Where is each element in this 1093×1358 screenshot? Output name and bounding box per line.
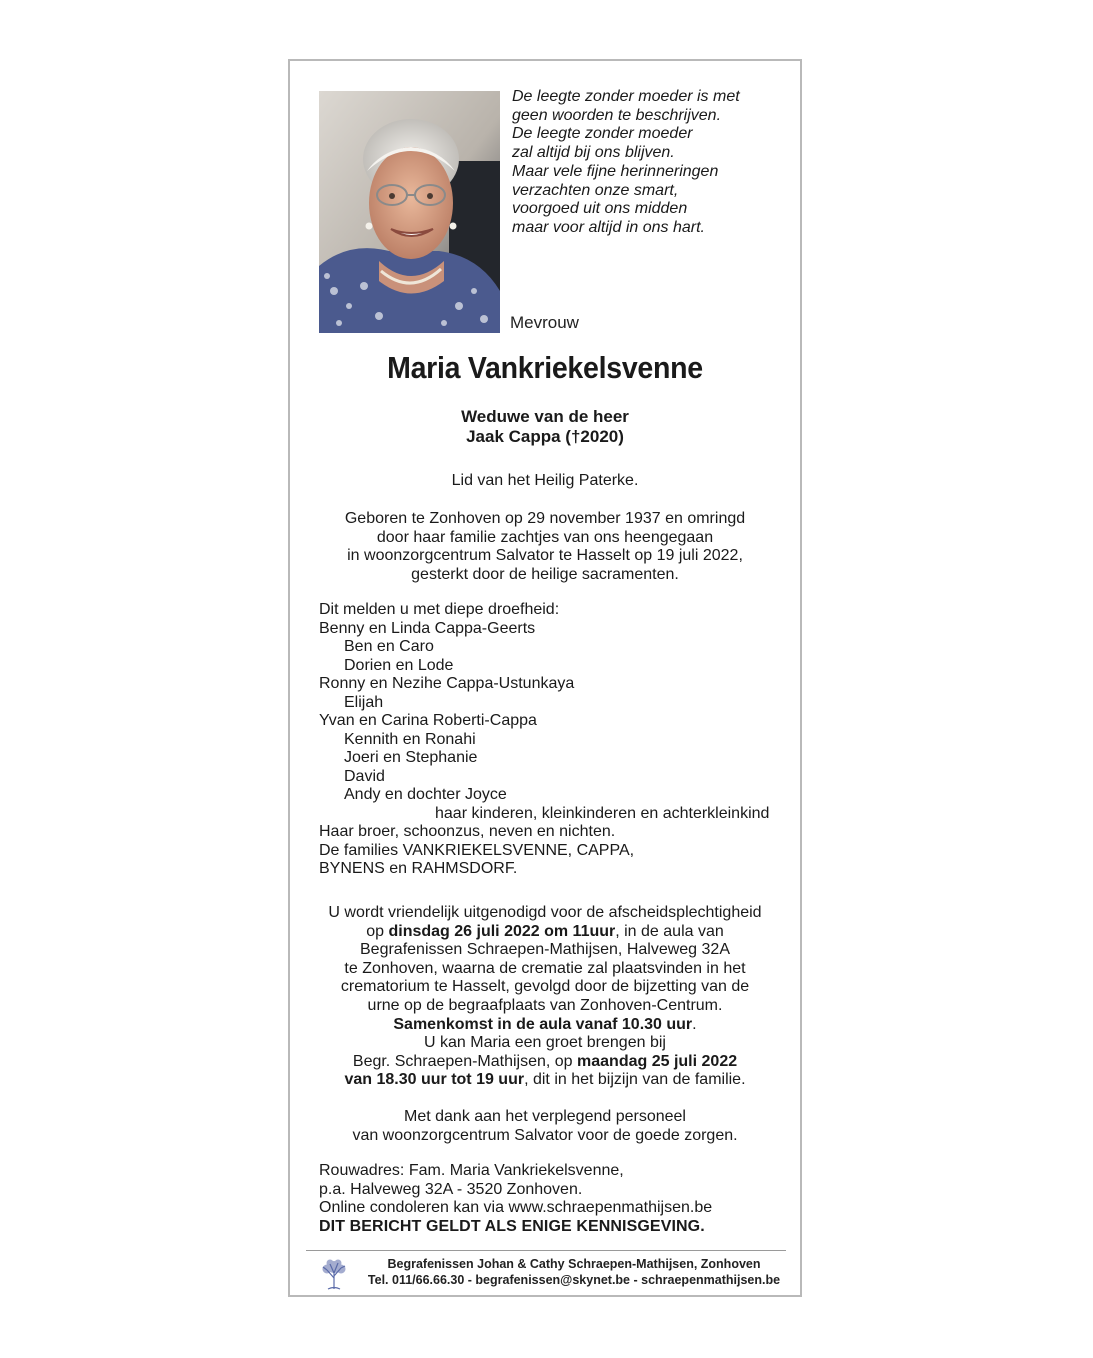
invite-line: U kan Maria een groet brengen bij: [424, 1034, 666, 1052]
poem-line: maar voor altijd in ons hart.: [512, 218, 705, 236]
obituary-card: [288, 59, 802, 1297]
widow-line: Jaak Cappa (†2020): [466, 427, 624, 446]
birth-line: in woonzorgcentrum Salvator te Hasselt op 19 juli 2022,: [347, 547, 743, 565]
address-line: Rouwadres: Fam. Maria Vankriekelsvenne,: [319, 1162, 624, 1179]
visitation-time: van 18.30 uur tot 19 uur: [344, 1071, 525, 1089]
tree-icon: [320, 1258, 348, 1290]
family-member: Yvan en Carina Roberti-Cappa: [319, 712, 537, 729]
poem-line: voorgoed uit ons midden: [512, 200, 688, 218]
widow-note: [290, 407, 800, 447]
invite-line: [290, 1016, 800, 1035]
invite-line: urne op de begraafplaats van Zonhoven-Centrum.: [367, 996, 723, 1014]
poem-line: zal altijd bij ons blijven.: [512, 144, 675, 162]
footer-text: [354, 1256, 794, 1288]
thanks-paragraph: [290, 1108, 800, 1145]
invite-line: U wordt vriendelijk uitgenodigd voor de afscheidsplechtigheid: [328, 904, 762, 921]
family-member: Joeri en Stephanie: [344, 749, 478, 766]
family-member: Elijah: [344, 693, 384, 711]
invite-line: te Zonhoven, waarna de crematie zal plaatsvinden in het: [344, 959, 746, 977]
family-member: Ronny en Nezihe Cappa-Ustunkaya: [319, 675, 575, 692]
visitation-date: maandag 25 juli 2022: [577, 1052, 738, 1070]
family-other: Haar broer, schoonzus, neven en nichten.: [319, 823, 616, 840]
thanks-line: van woonzorgcentrum Salvator voor de goede zorgen.: [352, 1126, 738, 1144]
invite-line: Begrafenissen Schraepen-Mathijsen, Halveweg 32A: [360, 941, 730, 959]
birth-line: Geboren te Zonhoven op 29 november 1937 en omringd: [344, 510, 746, 527]
invite-line: [290, 923, 800, 942]
poem: [512, 88, 802, 238]
membership-note: [290, 472, 800, 491]
ceremony-date: dinsdag 26 juli 2022 om 11uur: [388, 922, 616, 940]
birth-death-paragraph: [290, 510, 800, 584]
condolence-line: Online condoleren kan via www.schraepenmathijsen.be: [319, 1199, 713, 1216]
footer-company: Begrafenissen Johan & Cathy Schraepen-Mathijsen, Zonhoven: [387, 1257, 761, 1271]
membership-line: Lid van het Heilig Paterke.: [451, 472, 639, 489]
poem-line: Maar vele fijne herinneringen: [512, 162, 719, 180]
family-intro: Dit melden u met diepe droefheid:: [319, 601, 560, 618]
widow-line: Weduwe van de heer: [461, 407, 629, 426]
gathering-time: Samenkomst in de aula vanaf 10.30 uur: [393, 1015, 693, 1033]
family-other: De families VANKRIEKELSVENNE, CAPPA,: [319, 841, 635, 859]
family-member: Dorien en Lode: [344, 656, 454, 674]
poem-line: De leegte zonder moeder is met: [512, 88, 740, 105]
funeral-home-footer: [320, 1256, 790, 1292]
family-member: Ben en Caro: [344, 638, 434, 655]
family-member: Kennith en Ronahi: [344, 730, 476, 748]
family-relation: haar kinderen, kleinkinderen en achterkleinkind: [435, 804, 770, 822]
family-member: Andy en dochter Joyce: [344, 786, 507, 803]
invite-text: .: [692, 1015, 697, 1033]
portrait-image: [319, 91, 500, 333]
invitation-paragraph: [290, 904, 800, 1090]
notice-statement: DIT BERICHT GELDT ALS ENIGE KENNISGEVING.: [319, 1217, 705, 1235]
invite-text: Begr. Schraepen-Mathijsen, op: [352, 1052, 578, 1070]
family-other: BYNENS en RAHMSDORF.: [319, 860, 518, 877]
address-line: p.a. Halveweg 32A - 3520 Zonhoven.: [319, 1180, 583, 1198]
invite-text: op: [366, 922, 389, 940]
invite-line: [290, 1071, 800, 1090]
deceased-name: Maria Vankriekelsvenne: [387, 350, 703, 385]
poem-line: verzachten onze smart,: [512, 181, 679, 199]
footer-contact: Tel. 011/66.66.30 - begrafenissen@skynet.be - schraepenmathijsen.be: [367, 1273, 781, 1287]
honorific: Mevrouw: [510, 313, 579, 332]
invite-line: crematorium te Hasselt, gevolgd door de bijzetting van de: [340, 978, 750, 996]
invite-text: , dit in het bijzijn van de familie.: [524, 1071, 746, 1089]
mourning-address: [319, 1162, 789, 1236]
portrait-photo: [319, 91, 500, 333]
birth-line: door haar familie zachtjes van ons heengegaan: [376, 528, 714, 546]
poem-line: geen woorden te beschrijven.: [512, 106, 722, 124]
birth-line: gesterkt door de heilige sacramenten.: [411, 565, 679, 583]
footer-divider: [306, 1250, 786, 1251]
invite-line: [290, 1053, 800, 1072]
thanks-line: Met dank aan het verplegend personeel: [404, 1108, 686, 1125]
invite-text: , in de aula van: [615, 922, 724, 940]
family-member: Benny en Linda Cappa-Geerts: [319, 619, 536, 637]
poem-line: De leegte zonder moeder: [512, 125, 693, 143]
family-member: David: [344, 767, 385, 785]
family-list: [319, 601, 789, 879]
